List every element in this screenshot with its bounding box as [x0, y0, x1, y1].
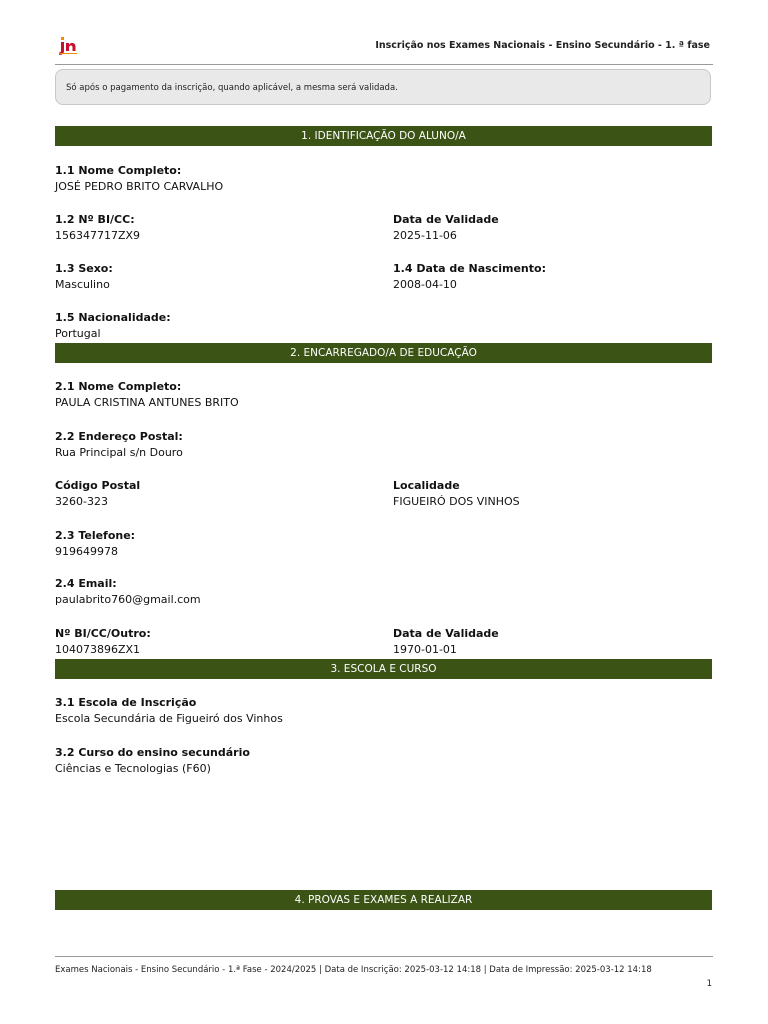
section-4-header: 4. PROVAS E EXAMES A REALIZAR [55, 890, 712, 910]
guardian-id-label: Nº BI/CC/Outro: [55, 627, 151, 640]
school-value: Escola Secundária de Figueiró dos Vinhos [55, 712, 283, 725]
jne-logo-icon [57, 36, 79, 56]
student-sex-value: Masculino [55, 278, 110, 291]
course-value: Ciências e Tecnologias (F60) [55, 762, 211, 775]
postal-code-label: Código Postal [55, 479, 141, 492]
student-id-field [55, 212, 140, 244]
student-nationality-label: 1.5 Nacionalidade: [55, 311, 171, 324]
student-birthdate-field [393, 261, 546, 293]
section-1-header: 1. IDENTIFICAÇÃO DO ALUNO/A [55, 126, 712, 146]
footer-text: Exames Nacionais - Ensino Secundário - 1.ª Fase - 2024/2025 | Data de Inscrição: 2025-03-12 14:18 | Data de Impressão: 2025-03-12 14:18 [55, 965, 652, 975]
course-field [55, 745, 250, 777]
student-name-field [55, 163, 223, 195]
locality-value: FIGUEIRÓ DOS VINHOS [393, 495, 520, 508]
course-label: 3.2 Curso do ensino secundário [55, 746, 250, 759]
student-id-expiry-value: 2025-11-06 [393, 229, 457, 242]
guardian-email-value: paulabrito760@gmail.com [55, 593, 201, 606]
locality-field [393, 478, 520, 510]
locality-label: Localidade [393, 479, 460, 492]
section-2-header: 2. ENCARREGADO/A DE EDUCAÇÃO [55, 343, 712, 363]
postal-code-field [55, 478, 140, 510]
student-nationality-value: Portugal [55, 327, 101, 340]
guardian-address-value: Rua Principal s/n Douro [55, 446, 183, 459]
guardian-id-expiry-field [393, 626, 499, 658]
header-divider [55, 64, 713, 65]
student-sex-field [55, 261, 113, 293]
guardian-name-value: PAULA CRISTINA ANTUNES BRITO [55, 396, 239, 409]
page-number: 1 [706, 979, 712, 989]
guardian-email-label: 2.4 Email: [55, 577, 117, 590]
student-name-label: 1.1 Nome Completo: [55, 164, 182, 177]
section-3-header: 3. ESCOLA E CURSO [55, 659, 712, 679]
guardian-phone-field [55, 528, 135, 560]
guardian-phone-label: 2.3 Telefone: [55, 529, 136, 542]
student-id-value: 156347717ZX9 [55, 229, 141, 242]
guardian-id-value: 104073896ZX1 [55, 643, 141, 656]
student-sex-label: 1.3 Sexo: [55, 262, 113, 275]
student-id-expiry-field [393, 212, 499, 244]
guardian-id-field [55, 626, 151, 658]
guardian-name-label: 2.1 Nome Completo: [55, 380, 182, 393]
guardian-id-expiry-label: Data de Validade [393, 627, 499, 640]
student-birthdate-label: 1.4 Data de Nascimento: [393, 262, 546, 275]
document-title: Inscrição nos Exames Nacionais - Ensino Secundário - 1. ª fase [375, 40, 710, 51]
guardian-id-expiry-value: 1970-01-01 [393, 643, 457, 656]
guardian-email-field [55, 576, 201, 608]
student-nationality-field [55, 310, 171, 342]
guardian-name-field [55, 379, 239, 411]
validation-notice: Só após o pagamento da inscrição, quando aplicável, a mesma será validada. [55, 69, 711, 105]
student-name-value: JOSÉ PEDRO BRITO CARVALHO [55, 180, 224, 193]
guardian-address-label: 2.2 Endereço Postal: [55, 430, 183, 443]
school-field [55, 695, 283, 727]
student-birthdate-value: 2008-04-10 [393, 278, 457, 291]
guardian-address-field [55, 429, 183, 461]
student-id-expiry-label: Data de Validade [393, 213, 499, 226]
school-label: 3.1 Escola de Inscrição [55, 696, 197, 709]
student-id-label: 1.2 Nº BI/CC: [55, 213, 135, 226]
postal-code-value: 3260-323 [55, 495, 108, 508]
guardian-phone-value: 919649978 [55, 545, 118, 558]
footer-divider [55, 956, 713, 957]
